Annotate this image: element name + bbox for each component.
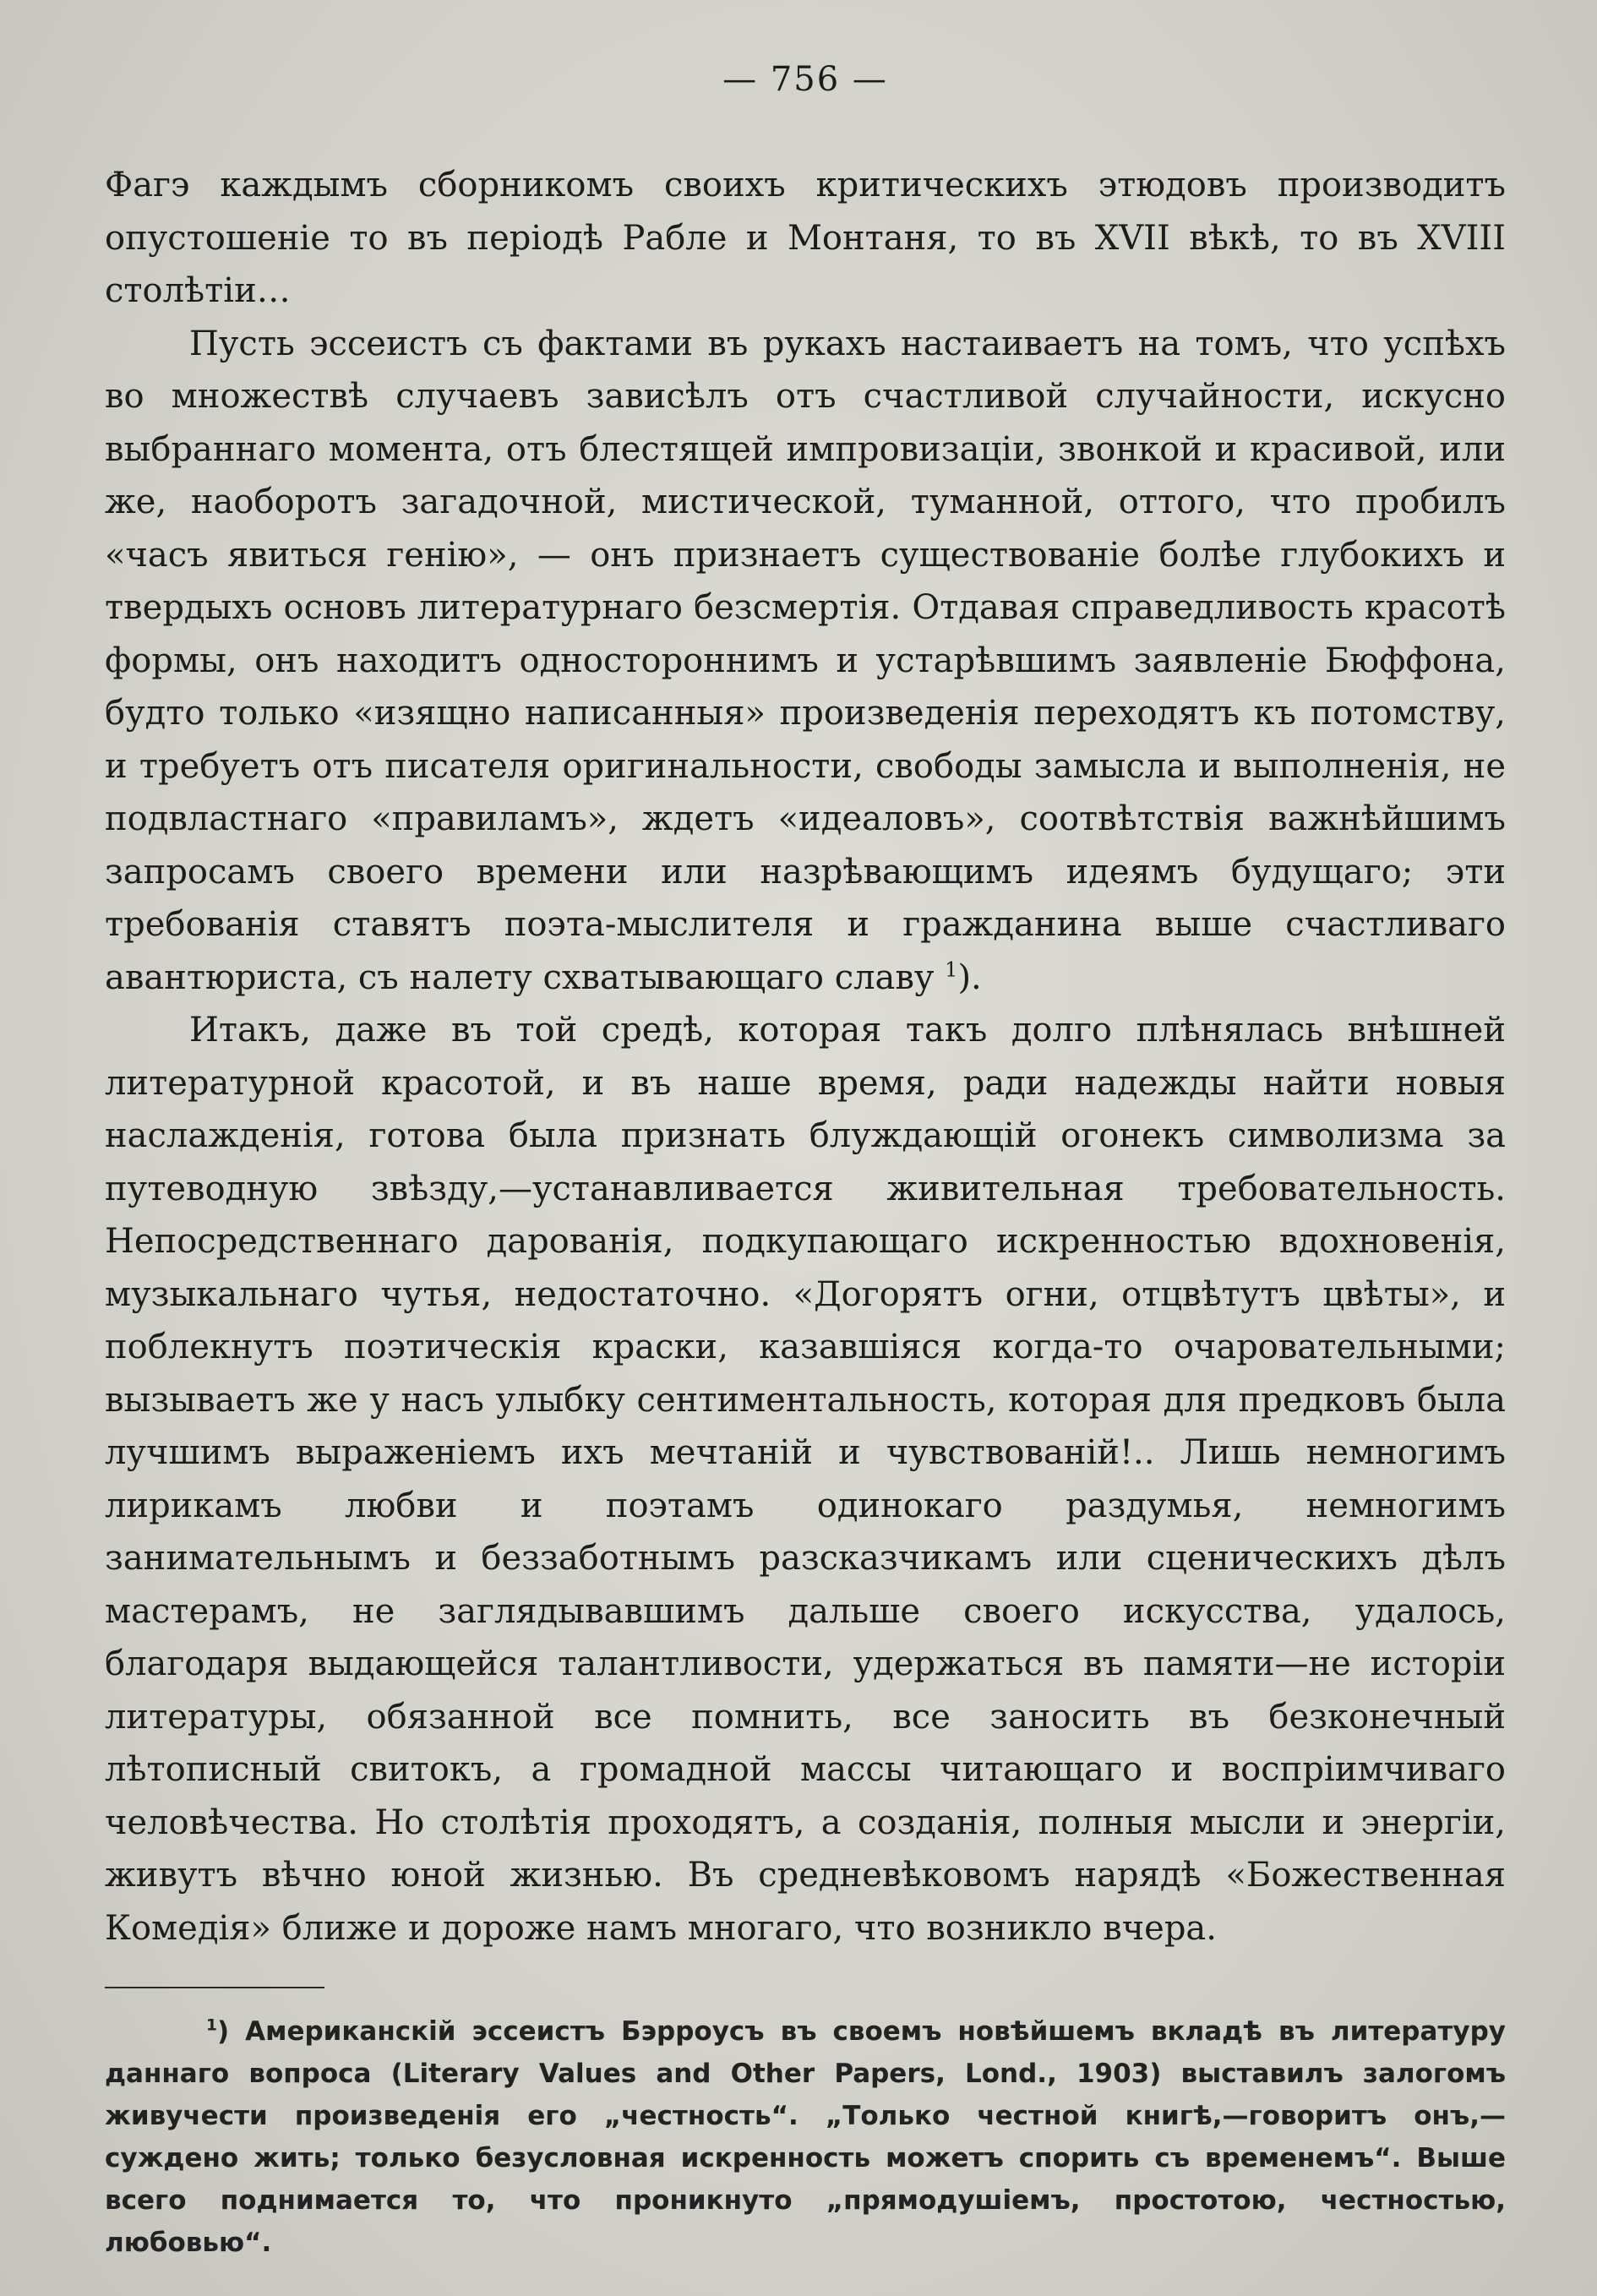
footnote-divider <box>105 1987 324 1988</box>
footnote-marker-suffix: ) <box>216 2016 230 2047</box>
footnote <box>105 2010 1506 2264</box>
paragraph-1: Фагэ каждымъ сборникомъ своихъ критическихъ этюдовъ производитъ опустошеніе то въ періодѣ Рабле и Монтаня, то въ XVII вѣкѣ, то въ XVIII столѣтіи… <box>105 166 1506 310</box>
footnote-reference-suffix: ). <box>957 957 982 997</box>
paragraph-2 <box>105 318 1506 1005</box>
paragraph-3: Итакъ, даже въ той средѣ, которая такъ долго плѣнялась внѣшней литературной красотой, и въ наше время, ради надежды найти новыя наслажденія, готова была признать блуждающій огонекъ символизма за путеводную звѣзду,—устанавливается живительная требовательность. Непосредственнаго дарованія, подкупающаго искренностью вдохновенія, музыкальнаго чутья, недостаточно. «Догорятъ огни, отцвѣтутъ цвѣты», и поблекнутъ поэтическія краски, казавшіяся когда-то очаровательными; вызываетъ же у насъ улыбку сентиментальность, которая для предковъ была лучшимъ выраженіемъ ихъ мечтаній и чувствованій!.. Лишь немногимъ лирикамъ любви и поэтамъ одинокаго раздумья, немногимъ занимательнымъ и беззаботнымъ разсказчикамъ или сценическихъ дѣлъ мастерамъ, не заглядывавшимъ дальше своего искусства, удалось, благодаря выдающейся талантливости, удержаться въ памяти—не исторіи литературы, обязанной все помнить, все заносить въ безконечный лѣтописный свитокъ, а громадной массы читающаго и воспріимчиваго человѣчества. Но столѣтія проходятъ, а созданія, полныя мысли и энергіи, живутъ вѣчно юной жизнью. Въ средневѣковомъ нарядѣ «Божественная Комедія» ближе и дороже намъ многаго, что возникло вчера. <box>105 1011 1506 1948</box>
page-number: — 756 — <box>722 60 888 99</box>
footnote-text: Американскій эссеистъ Бэрроусъ въ своемъ новѣйшемъ вкладѣ въ литературу даннаго вопроса (Literary Values and Other Papers, Lond., 1903) выставилъ залогомъ живучести произведенія его „честность“. „Только честной книгѣ,—говоритъ онъ,—суждено жить; только безусловная искренность можетъ спорить съ временемъ“. Выше всего поднимается то, что проникнуто „прямодушіемъ, простотою, честностью, любовью“. <box>105 2016 1506 2258</box>
footnote-reference[interactable]: 1 <box>945 957 958 982</box>
footnote-marker: 1 <box>206 2016 217 2035</box>
paragraph-2-text: Пусть эссеистъ съ фактами въ рукахъ настаиваетъ на томъ, что успѣхъ во множествѣ случаевъ зависѣлъ отъ счастливой случайности, искусно выбраннаго момента, отъ блестящей импровизаціи, звонкой и красивой, или же, наоборотъ загадочной, мистической, туманной, оттого, что пробилъ «часъ явиться генію», — онъ признаетъ существованіе болѣе глубокихъ и твердыхъ основъ литературнаго безсмертія. Отдавая справедливость красотѣ формы, онъ находитъ одностороннимъ и устарѣвшимъ заявленіе Бюффона, будто только «изящно написанныя» произведенія переходятъ къ потомству, и требуетъ отъ писателя оригинальности, свободы замысла и выполненія, не подвластнаго «правиламъ», ждетъ «идеаловъ», соотвѣтствія важнѣйшимъ запросамъ своего времени или назрѣвающимъ идеямъ будущаго; эти требованія ставятъ поэта-мыслителя и гражданина выше счастливаго авантюриста, съ налету схватывающаго славу <box>105 324 1506 997</box>
